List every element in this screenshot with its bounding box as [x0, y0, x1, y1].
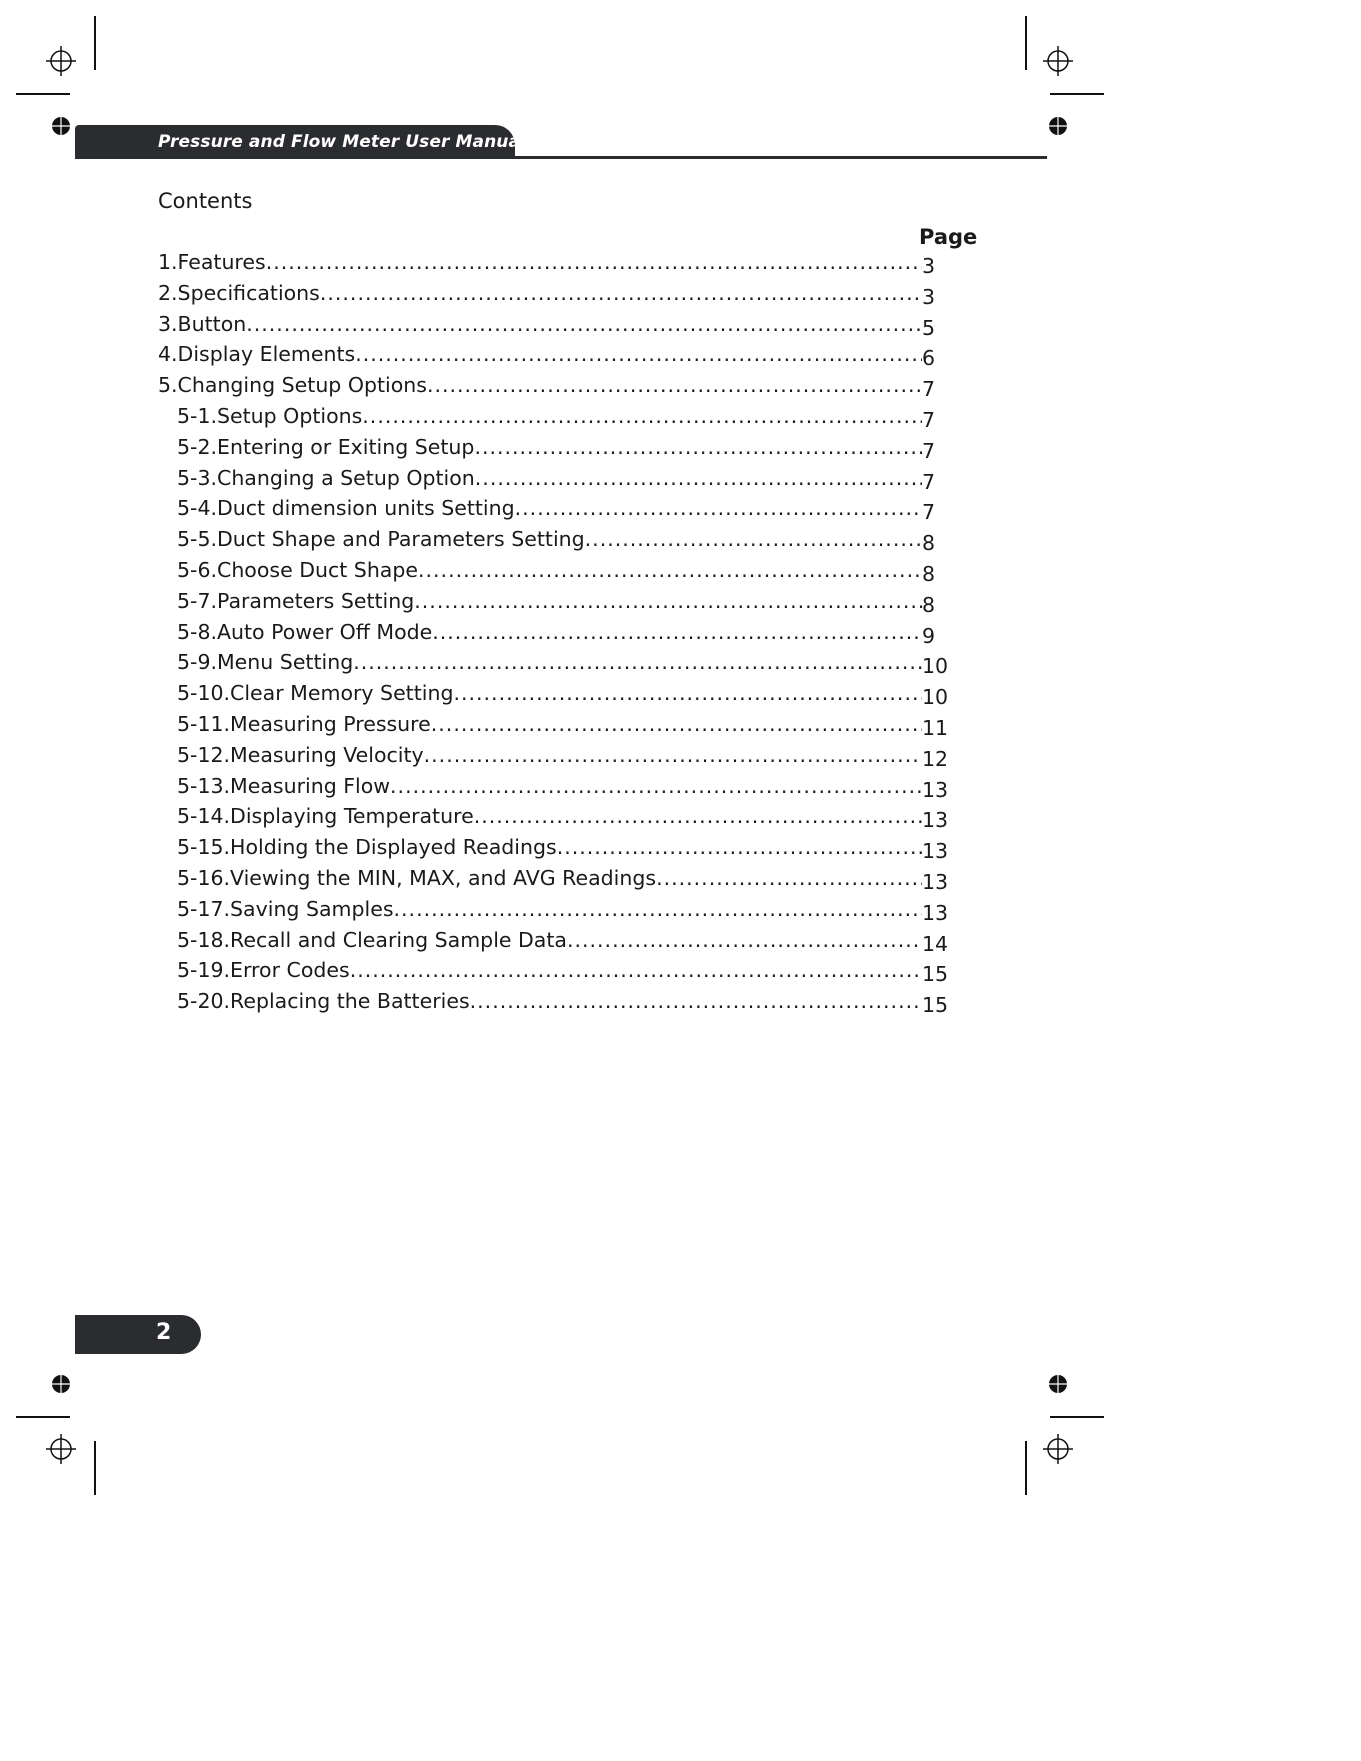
- page-number-tab: [75, 1315, 201, 1354]
- crop-mark: [1050, 1416, 1104, 1418]
- toc-entry[interactable]: [158, 741, 958, 772]
- toc-entry-page: 14: [922, 931, 949, 956]
- toc-leader-dots: [470, 987, 922, 1013]
- toc-entry-page: 8: [922, 561, 936, 586]
- toc-entry-title: 5-9.Menu Setting: [177, 650, 354, 675]
- crop-mark: [94, 16, 96, 70]
- toc-leader-dots: [557, 833, 922, 859]
- toc-leader-dots: [453, 679, 922, 705]
- registration-dot-icon: [1048, 116, 1068, 136]
- toc-entry-title: 2.Specifications: [158, 280, 320, 305]
- toc-leader-dots: [390, 772, 922, 798]
- toc-entry-page: 11: [922, 715, 949, 740]
- toc-entry[interactable]: [158, 833, 958, 864]
- header-title: Pressure and Flow Meter User Manual: [158, 132, 526, 152]
- toc-leader-dots: [567, 926, 922, 952]
- toc-leader-dots: [431, 710, 922, 736]
- toc-entry-page: 13: [922, 808, 949, 833]
- crop-mark: [94, 1441, 96, 1495]
- page-column-heading: Page: [919, 225, 978, 249]
- toc-entry-page: 7: [922, 500, 936, 525]
- registration-dot-icon: [51, 116, 71, 136]
- toc-entry[interactable]: [158, 679, 958, 710]
- toc-entry[interactable]: [158, 340, 958, 371]
- toc-entry[interactable]: [158, 464, 958, 495]
- registration-mark-icon: [1043, 46, 1073, 76]
- toc-entry-title: 5-1.Setup Options: [177, 403, 363, 428]
- toc-entry-title: 3.Button: [158, 311, 247, 336]
- toc-entry[interactable]: [158, 402, 958, 433]
- toc-entry[interactable]: [158, 494, 958, 525]
- toc-entry[interactable]: [158, 864, 958, 895]
- crop-mark: [1050, 93, 1104, 95]
- contents-heading: Contents: [158, 189, 253, 213]
- registration-mark-icon: [1043, 1434, 1073, 1464]
- toc-leader-dots: [424, 741, 922, 767]
- toc-entry-title: 5-5.Duct Shape and Parameters Setting: [177, 527, 585, 552]
- toc-entry[interactable]: [158, 895, 958, 926]
- toc-entry[interactable]: [158, 587, 958, 618]
- toc-entry-page: 8: [922, 531, 936, 556]
- toc-entry-title: 5-14.Displaying Temperature: [177, 804, 474, 829]
- toc-entry-title: 5-20.Replacing the Batteries: [177, 989, 470, 1014]
- toc-entry[interactable]: [158, 648, 958, 679]
- crop-mark: [16, 1416, 70, 1418]
- toc-entry-title: 5-12.Measuring Velocity: [177, 742, 424, 767]
- toc-entry[interactable]: [158, 248, 958, 279]
- toc-entry-page: 13: [922, 900, 949, 925]
- toc-entry-page: 10: [922, 685, 949, 710]
- toc-leader-dots: [475, 464, 922, 490]
- toc-entry-title: 5-13.Measuring Flow: [177, 773, 391, 798]
- toc-entry[interactable]: [158, 279, 958, 310]
- toc-entry-page: 6: [922, 346, 936, 371]
- toc-entry[interactable]: [158, 310, 958, 341]
- toc-entry-title: 1.Features: [158, 250, 266, 274]
- toc-entry-page: 3: [922, 284, 936, 309]
- toc-entry-title: 5-10.Clear Memory Setting: [177, 681, 454, 706]
- toc-entry-title: 5-19.Error Codes: [177, 958, 350, 983]
- toc-entry-title: 5-7.Parameters Setting: [177, 588, 415, 613]
- toc-entry[interactable]: [158, 371, 958, 402]
- toc-entry[interactable]: [158, 433, 958, 464]
- toc-entry[interactable]: [158, 710, 958, 741]
- header-rule: [75, 156, 1047, 159]
- page-number: 2: [156, 1320, 172, 1345]
- toc-entry-title: 5-4.Duct dimension units Setting: [177, 496, 515, 521]
- toc-leader-dots: [585, 525, 922, 551]
- toc-entry-page: 13: [922, 839, 949, 864]
- toc-leader-dots: [515, 494, 922, 520]
- toc-leader-dots: [418, 556, 922, 582]
- toc-entry[interactable]: [158, 987, 958, 1018]
- toc-entry-page: 7: [922, 377, 936, 402]
- toc-entry-page: 10: [922, 654, 949, 679]
- toc-entry-title: 5-18.Recall and Clearing Sample Data: [177, 927, 567, 952]
- toc-entry-page: 15: [922, 962, 949, 987]
- toc-entry[interactable]: [158, 772, 958, 803]
- crop-mark: [1025, 16, 1027, 70]
- toc-leader-dots: [266, 248, 922, 274]
- toc-entry[interactable]: [158, 956, 958, 987]
- crop-mark: [16, 93, 70, 95]
- registration-mark-icon: [46, 46, 76, 76]
- toc-leader-dots: [355, 340, 922, 366]
- toc-entry-title: 5-8.Auto Power Off Mode: [177, 619, 433, 644]
- toc-entry-page: 5: [922, 315, 936, 340]
- toc-leader-dots: [350, 956, 922, 982]
- toc-entry-page: 8: [922, 592, 936, 617]
- toc-entry-page: 13: [922, 869, 949, 894]
- toc-entry-title: 5-6.Choose Duct Shape: [177, 557, 418, 582]
- toc-entry-title: 5-3.Changing a Setup Option: [177, 465, 475, 490]
- toc-entry-title: 5.Changing Setup Options: [158, 373, 427, 398]
- toc-entry-page: 7: [922, 438, 936, 463]
- toc-entry-page: 12: [922, 746, 949, 771]
- toc-entry[interactable]: [158, 926, 958, 957]
- toc-entry-title: 4.Display Elements: [158, 342, 356, 367]
- toc-entry[interactable]: [158, 618, 958, 649]
- toc-leader-dots: [353, 648, 922, 674]
- registration-dot-icon: [51, 1374, 71, 1394]
- toc-leader-dots: [427, 371, 922, 397]
- toc-leader-dots: [414, 587, 922, 613]
- toc-leader-dots: [320, 279, 922, 305]
- toc-entry-title: 5-11.Measuring Pressure: [177, 711, 431, 736]
- toc-entry-page: 15: [922, 993, 949, 1018]
- toc-entry-title: 5-15.Holding the Displayed Readings: [177, 835, 557, 860]
- registration-dot-icon: [1048, 1374, 1068, 1394]
- toc-leader-dots: [246, 310, 922, 336]
- toc-entry-page: 3: [922, 254, 936, 278]
- toc-leader-dots: [432, 618, 922, 644]
- toc-leader-dots: [362, 402, 922, 428]
- toc-entry-page: 13: [922, 777, 949, 802]
- toc-entry-page: 7: [922, 407, 936, 432]
- toc-leader-dots: [474, 433, 922, 459]
- toc-entry[interactable]: [158, 525, 958, 556]
- toc-entry[interactable]: [158, 802, 958, 833]
- crop-mark: [1025, 1441, 1027, 1495]
- toc-entry-page: 9: [922, 623, 936, 648]
- toc-entry-title: 5-17.Saving Samples: [177, 896, 394, 921]
- toc-entry[interactable]: [158, 556, 958, 587]
- toc-entry-page: 7: [922, 469, 936, 494]
- table-of-contents: [158, 248, 958, 1018]
- toc-entry-title: 5-2.Entering or Exiting Setup: [177, 434, 475, 459]
- toc-leader-dots: [656, 864, 922, 890]
- toc-leader-dots: [394, 895, 922, 921]
- toc-entry-title: 5-16.Viewing the MIN, MAX, and AVG Readings: [177, 865, 657, 890]
- toc-leader-dots: [474, 802, 922, 828]
- registration-mark-icon: [46, 1434, 76, 1464]
